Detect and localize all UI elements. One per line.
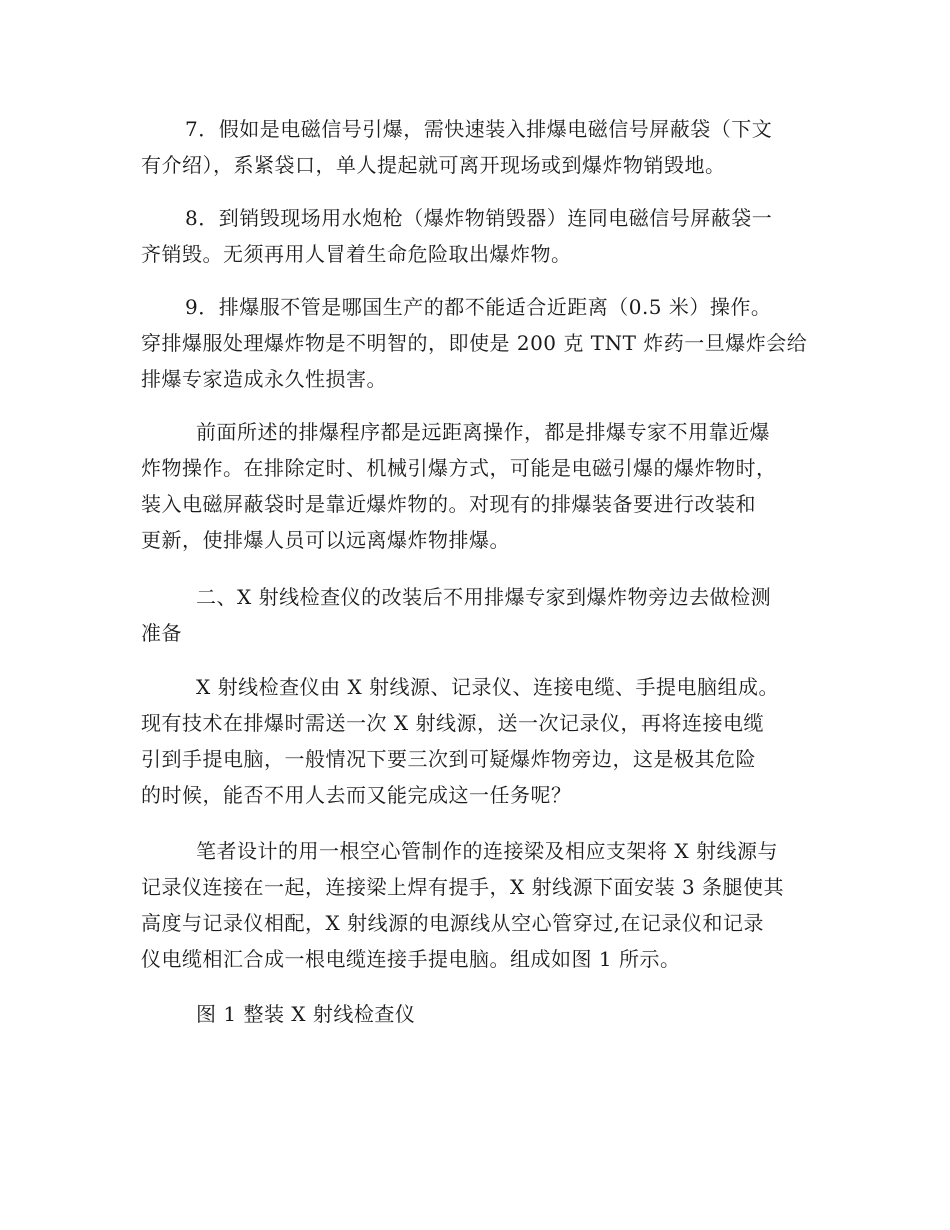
paragraph-3-line-3: 排爆专家造成永久性损害。 <box>141 367 387 391</box>
paragraph-6-line-3: 引到手提电脑，一般情况下要三次到可疑爆炸物旁边，这是极其危险 <box>141 747 756 771</box>
paragraph-6-line-1: X 射线检查仪由 X 射线源、记录仪、连接电缆、手提电脑组成。 <box>196 675 780 699</box>
paragraph-7-line-4: 仪电缆相汇合成一根电缆连接手提电脑。组成如图 1 所示。 <box>141 947 681 971</box>
section-heading-line-1: 二、X 射线检查仪的改装后不用排爆专家到爆炸物旁边去做检测 <box>196 585 772 609</box>
paragraph-4-line-2: 炸物操作。在排除定时、机械引爆方式，可能是电磁引爆的爆炸物时， <box>141 456 777 480</box>
paragraph-3-line-1: 9．排爆服不管是哪国生产的都不能适合近距离（0.5 米）操作。 <box>185 295 772 319</box>
paragraph-4-line-3: 装入电磁屏蔽袋时是靠近爆炸物的。对现有的排爆装备要进行改装和 <box>141 492 756 516</box>
paragraph-2-line-2: 齐销毁。无须再用人冒着生命危险取出爆炸物。 <box>141 242 572 266</box>
paragraph-1-line-1: 7．假如是电磁信号引爆，需快速装入排爆电磁信号屏蔽袋（下文 <box>185 117 773 141</box>
figure-caption: 图 1 整装 X 射线检查仪 <box>196 1002 416 1026</box>
paragraph-7-line-2: 记录仪连接在一起，连接梁上焊有提手，X 射线源下面安装 3 条腿使其 <box>141 875 785 899</box>
paragraph-1-line-2: 有介绍），系紧袋口，单人提起就可离开现场或到爆炸物销毁地。 <box>141 153 726 177</box>
paragraph-7-line-3: 高度与记录仪相配，X 射线源的电源线从空心管穿过,在记录仪和记录 <box>141 911 764 935</box>
paragraph-3-line-2: 穿排爆服处理爆炸物是不明智的，即使是 200 克 TNT 炸药一旦爆炸会给 <box>141 331 808 355</box>
paragraph-4-line-4: 更新，使排爆人员可以远离爆炸物排爆。 <box>141 528 510 552</box>
section-heading-line-2: 准备 <box>141 621 182 645</box>
paragraph-6-line-2: 现有技术在排爆时需送一次 X 射线源，送一次记录仪，再将连接电缆 <box>141 711 764 735</box>
paragraph-7-line-1: 笔者设计的用一根空心管制作的连接梁及相应支架将 X 射线源与 <box>196 839 778 863</box>
paragraph-4-line-1: 前面所述的排爆程序都是远距离操作，都是排爆专家不用靠近爆 <box>196 420 770 444</box>
paragraph-6-line-4: 的时候，能否不用人去而又能完成这一任务呢？ <box>141 783 572 807</box>
paragraph-2-line-1: 8．到销毁现场用水炮枪（爆炸物销毁器）连同电磁信号屏蔽袋一 <box>185 206 773 230</box>
